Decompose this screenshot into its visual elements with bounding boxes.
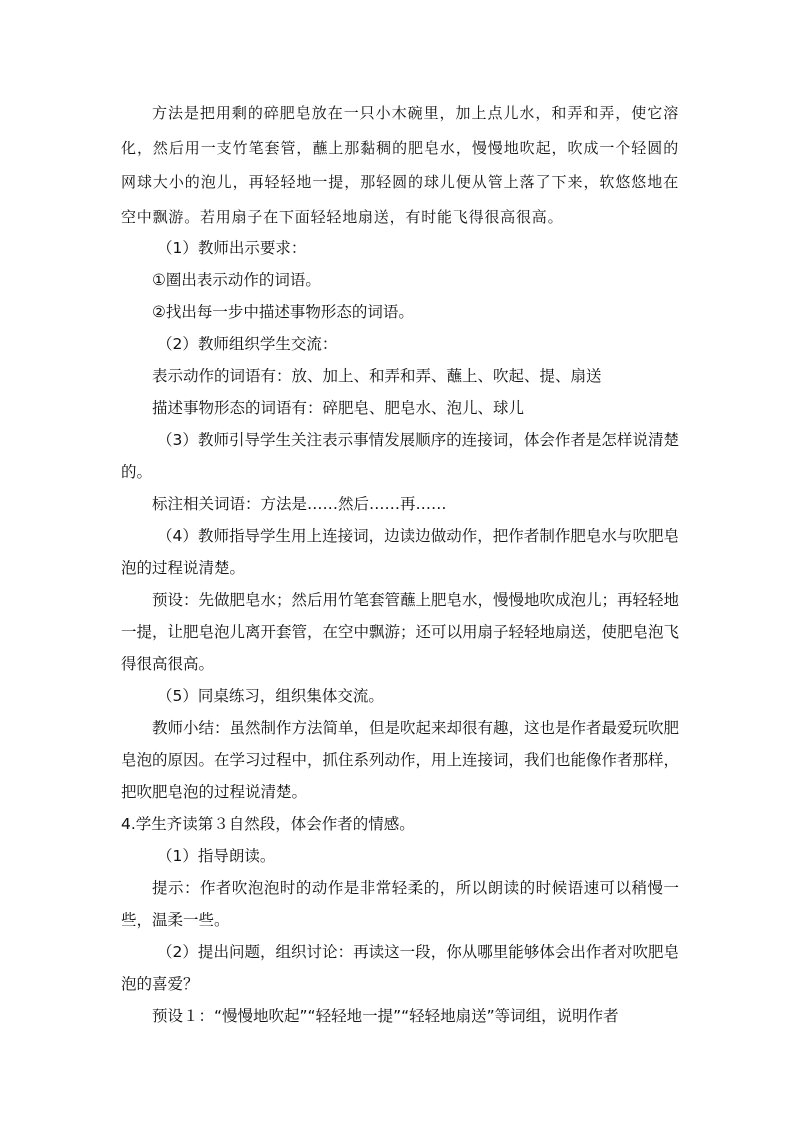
step-4-guided-reading: （4）教师指导学生用上连接词，边读边做动作，把作者制作肥皂水与吹肥皂泡的过程说清楚。 <box>121 527 679 577</box>
step-1-instruction: （1）教师出示要求： <box>157 239 307 257</box>
marked-connectives: 标注相关词语：方法是……然后……再…… <box>152 495 447 513</box>
task-find-shape-words: ②找出每一步中描述事物形态的词语。 <box>152 303 414 321</box>
expected-answer: 预设：先做肥皂水；然后用竹笔套管蘸上肥皂水，慢慢地吹成泡儿；再轻轻地一提，让肥皂泡儿离开套管，在空中飘游；还可以用扇子轻轻地扇送，使肥皂泡飞得很高很高。 <box>121 591 680 673</box>
teacher-summary: 教师小结：虽然制作方法简单，但是吹起来却很有趣，这也是作者最爱玩吹肥皂泡的原因。在学习过程中，抓住系列动作，用上连接词，我们也能像作者那样，把吹肥皂泡的过程说清楚。 <box>121 719 680 801</box>
quoted-passage: 方法是把用剩的碎肥皂放在一只小木碗里，加上点儿水，和弄和弄，使它溶化，然后用一支竹笔套管，蘸上那黏稠的肥皂水，慢慢地吹起，吹成一个轻圆的网球大小的泡儿，再轻轻地一提，那轻圆的球儿便从管上落了下来，软悠悠地在空中飘游。若用扇子在下面轻轻地扇送，有时能飞得很高很高。 <box>121 104 679 226</box>
reading-guidance: （1）指导朗读。 <box>157 847 276 865</box>
discussion-question: （2）提出问题，组织讨论：再读这一段，你从哪里能够体会出作者对吹肥皂泡的喜爱？ <box>121 943 679 993</box>
document-body <box>121 96 679 1032</box>
step-2-exchange: （2）教师组织学生交流： <box>157 335 338 353</box>
step-5-pair-practice: （5）同桌练习，组织集体交流。 <box>157 687 384 705</box>
step-3-connectives: （3）教师引导学生关注表示事情发展顺序的连接词，体会作者是怎样说清楚的。 <box>121 431 679 481</box>
expected-answer-1: 预设１：“慢慢地吹起”“轻轻地一提”“轻轻地扇送”等词组，说明作者 <box>152 1007 619 1025</box>
shape-words-list: 描述事物形态的词语有：碎肥皂、肥皂水、泡儿、球儿 <box>152 399 525 417</box>
section-4-heading: 4.学生齐读第３自然段，体会作者的情感。 <box>121 815 415 833</box>
action-words-list: 表示动作的词语有：放、加上、和弄和弄、蘸上、吹起、提、扇送 <box>152 367 602 385</box>
reading-tip: 提示：作者吹泡泡时的动作是非常轻柔的，所以朗读的时候语速可以稍慢一些，温柔一些。 <box>121 879 679 929</box>
task-circle-action-words: ①圈出表示动作的词语。 <box>152 271 321 289</box>
